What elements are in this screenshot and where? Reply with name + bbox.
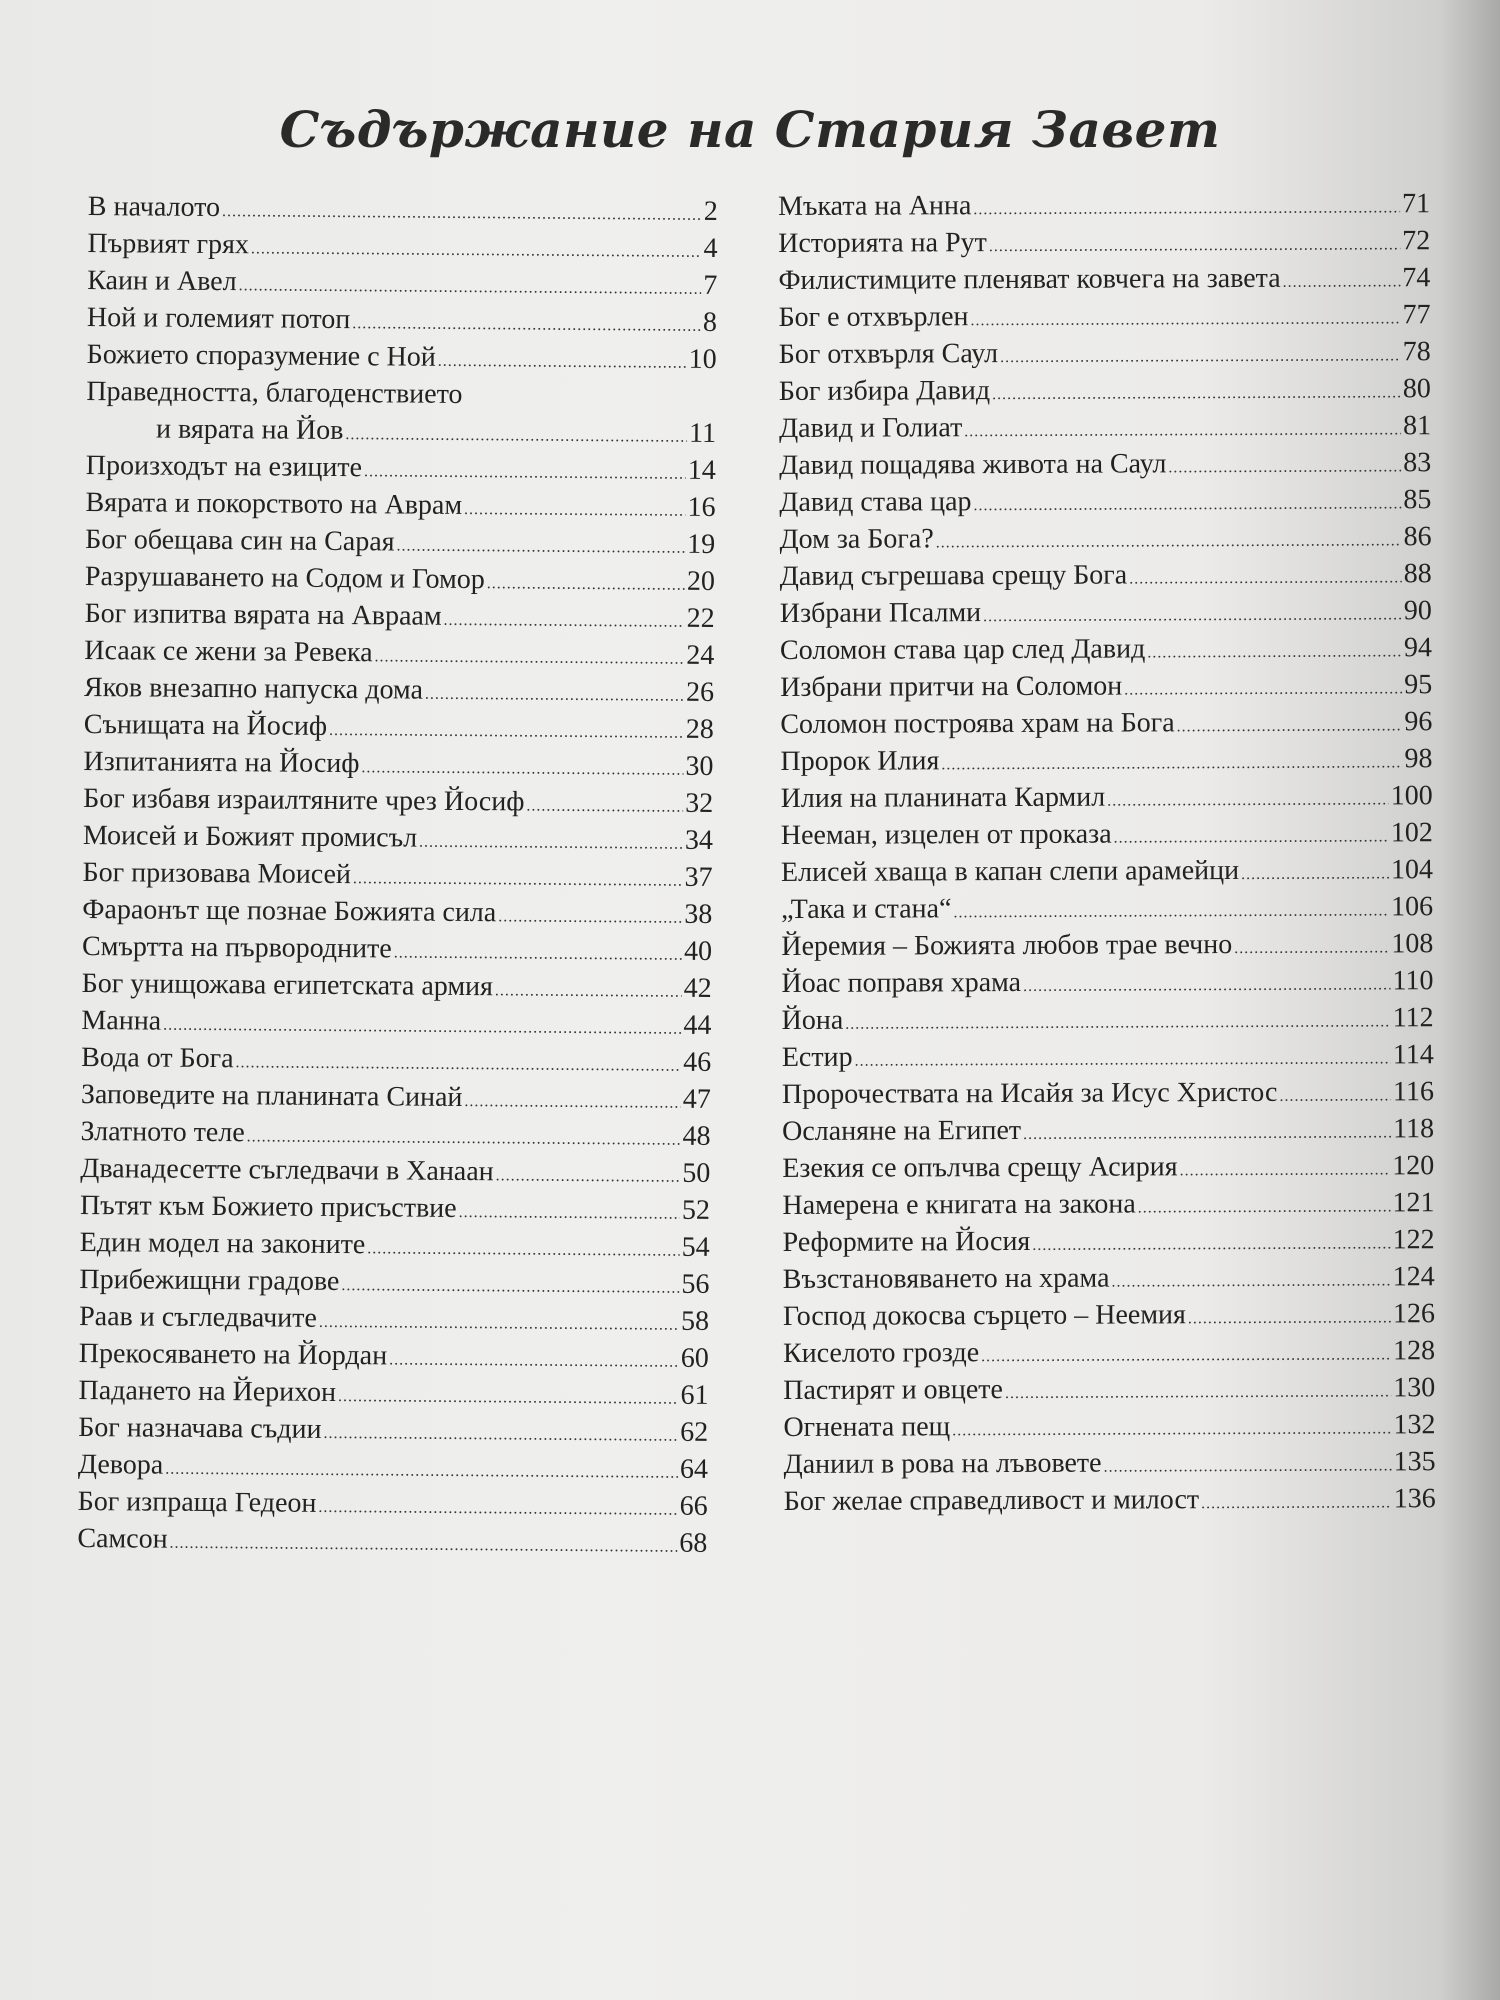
dot-leader [495, 972, 682, 1010]
toc-entry-page: 71 [1402, 188, 1431, 220]
toc-entry-page: 61 [680, 1379, 709, 1411]
toc-entry-title: Раав и съгледвачите [79, 1300, 318, 1334]
dot-leader [251, 230, 702, 271]
toc-entry [780, 740, 1432, 780]
toc-entry-page: 37 [684, 861, 713, 893]
toc-entry-title: Бог избавя израилтяните чрез Йосиф [83, 782, 525, 818]
dot-leader [163, 1007, 682, 1048]
dot-leader [964, 411, 1401, 450]
toc-entry-page: 135 [1393, 1446, 1436, 1478]
toc-entry-title: Намерена е книгата на закона [782, 1188, 1136, 1221]
toc-entry-title: Давид пощадява живота на Саул [779, 448, 1167, 481]
toc-entry-page: 81 [1402, 410, 1432, 442]
toc-entry [779, 518, 1431, 558]
toc-entry-page: 40 [683, 935, 713, 967]
toc-entry-page: 60 [680, 1342, 709, 1374]
toc-entry-title: Исаак се жени за Ревека [84, 634, 373, 669]
toc-entry-title: Девора [77, 1448, 164, 1481]
toc-entry-title: „Така и стана“ [781, 893, 952, 925]
toc-entry-title: Смъртта на първородните [81, 930, 392, 965]
toc-entry-page: 30 [685, 750, 714, 782]
toc-entry-page: 74 [1402, 262, 1431, 294]
toc-entry-title: Бог обещава син на Сарая [85, 523, 395, 558]
toc-entry-page: 124 [1392, 1261, 1435, 1293]
toc-entry-page: 14 [687, 454, 716, 486]
dot-leader [952, 1410, 1391, 1449]
toc-entry-title-line2: и вярата на Йов [155, 413, 344, 447]
dot-leader [389, 1341, 679, 1380]
toc-entry-title: Вярата и покорството на Аврам [85, 486, 463, 521]
toc-entry [782, 1184, 1434, 1224]
toc-entry [778, 296, 1430, 336]
toc-entry-page: 52 [681, 1194, 711, 1226]
toc-entry-title: Давид и Голиат [778, 412, 963, 444]
toc-entry [780, 703, 1432, 743]
toc-entry-page: 10 [688, 343, 717, 375]
toc-entry-page: 100 [1390, 780, 1433, 812]
toc-entry-page: 121 [1392, 1187, 1435, 1219]
toc-entry [781, 888, 1433, 928]
toc-entry-page: 108 [1391, 928, 1434, 960]
toc-entry-title: Даниил в рова на лъвовете [783, 1447, 1102, 1480]
toc-entry-title: Бог назначава съдии [78, 1411, 322, 1445]
toc-entry [780, 666, 1432, 706]
toc-entry-page: 66 [679, 1490, 708, 1522]
toc-entry-title: Давид съгрешава срещу Бога [779, 559, 1128, 592]
toc-entry-page: 50 [682, 1157, 711, 1189]
dot-leader [367, 1230, 680, 1269]
toc-entry-title: Самсон [77, 1522, 168, 1555]
toc-entry-title: Каин и Авел [87, 264, 237, 298]
dot-leader [1138, 1188, 1391, 1226]
dot-leader [1129, 559, 1402, 597]
toc-entry-page: 22 [686, 602, 715, 634]
toc-entry-page: 86 [1403, 521, 1432, 553]
dot-leader [941, 744, 1402, 783]
toc-entry-continuation [86, 410, 716, 452]
toc-entry-title: Естир [781, 1041, 853, 1073]
toc-entry-page: 136 [1393, 1483, 1436, 1515]
dot-leader [973, 485, 1401, 524]
dot-leader [981, 1336, 1391, 1375]
toc-entry-page: 95 [1404, 669, 1433, 701]
toc-entry [779, 407, 1431, 447]
dot-leader [1279, 1077, 1391, 1114]
toc-entry-page: 28 [685, 713, 714, 745]
toc-entry [778, 222, 1430, 262]
toc-entry [781, 925, 1433, 965]
dot-leader [1124, 670, 1402, 708]
toc-entry [780, 629, 1432, 669]
toc-entry-page: 78 [1402, 336, 1431, 368]
toc-entry-title: Нееман, изцелен от проказа [780, 818, 1112, 851]
toc-entry [784, 1480, 1436, 1520]
toc-entry [782, 999, 1434, 1039]
toc-entry-title: Разрушаването на Содом и Гомор [84, 560, 485, 596]
toc-entry-title: Яков внезапно напуска дома [83, 671, 424, 706]
toc-entry [781, 777, 1433, 817]
dot-leader [425, 676, 684, 715]
toc-entry-page: 16 [687, 491, 716, 523]
toc-entry-page: 38 [684, 898, 713, 930]
toc-entry-page: 72 [1402, 225, 1431, 257]
toc-entry-title: Огнената пещ [783, 1411, 951, 1443]
toc-entry-page: 118 [1393, 1113, 1435, 1145]
toc-entry-title: Заповедите на планината Синай [80, 1078, 463, 1113]
toc-entry-page: 122 [1392, 1224, 1435, 1256]
toc-entry-title: Дом за Бога? [779, 523, 934, 555]
dot-leader [1107, 781, 1389, 819]
toc-entry-title: Възстановяването на храма [782, 1262, 1110, 1295]
dot-leader [1005, 1373, 1391, 1412]
toc-entry-page: 20 [686, 565, 716, 597]
toc-entry-title: Пътят към Божието присъствие [79, 1189, 457, 1224]
dot-leader [1241, 855, 1389, 893]
toc-entry [782, 1073, 1434, 1113]
dot-leader [970, 300, 1400, 339]
dot-leader [1032, 1225, 1390, 1264]
toc-entry-page: 130 [1393, 1372, 1436, 1404]
toc-entry-page: 26 [685, 676, 715, 708]
dot-leader [419, 824, 683, 863]
toc-entry-page: 116 [1392, 1076, 1435, 1108]
toc-entry-page: 68 [679, 1527, 708, 1559]
toc-entry-title: Божието споразумение с Ной [86, 338, 436, 373]
toc-entry-page: 4 [703, 232, 718, 264]
dot-leader [1147, 633, 1402, 671]
dot-leader [1201, 1484, 1392, 1522]
toc-entry [782, 1147, 1434, 1187]
toc-entry-page: 54 [681, 1231, 710, 1263]
dot-leader [169, 1525, 677, 1566]
toc-entry-page: 102 [1390, 817, 1433, 849]
dot-leader [464, 491, 686, 530]
toc-entry-title: Прибежищни градове [79, 1263, 340, 1298]
toc-entry [783, 1295, 1435, 1335]
toc-entry [88, 188, 718, 230]
toc-entry [779, 481, 1431, 521]
toc-entry-title: Киселото грозде [783, 1337, 980, 1369]
toc-entry-page: 77 [1402, 299, 1431, 331]
toc-entry-page: 42 [683, 972, 712, 1004]
dot-leader [487, 565, 685, 604]
dot-leader [498, 898, 682, 936]
toc-entry-page: 80 [1402, 373, 1431, 405]
toc-entry [783, 1443, 1435, 1483]
dot-leader [1179, 1151, 1390, 1189]
toc-entry-page: 96 [1404, 706, 1433, 738]
dot-leader [1114, 818, 1389, 856]
dot-leader [458, 1194, 680, 1233]
toc-entry-title: Бог е отхвърлен [778, 301, 969, 333]
dot-leader [323, 1415, 678, 1455]
toc-entry [782, 1036, 1434, 1076]
toc-entry [781, 851, 1433, 891]
toc-entry-title: Бог унищожава египетската армия [81, 967, 494, 1003]
toc-entry-page: 7 [703, 269, 718, 301]
toc-entry-title: Елисей хваща в капан слепи арамейци [780, 854, 1240, 888]
toc-entry-title: Йоас поправя храма [781, 966, 1022, 999]
toc-entry-title: В началото [87, 190, 221, 224]
toc-entry-page: 56 [681, 1268, 710, 1300]
toc-entry-page: 85 [1403, 484, 1432, 516]
toc-entry [783, 1258, 1435, 1298]
dot-leader [1000, 337, 1401, 376]
toc-entry-page: 112 [1392, 1002, 1434, 1034]
toc-entry-page: 8 [702, 306, 718, 338]
toc-entry-title: Фараонът ще познае Божията сила [82, 893, 497, 929]
toc-entry-title: Соломон става цар след Давид [779, 633, 1146, 666]
dot-leader [1234, 929, 1389, 967]
toc-entry-page: 128 [1393, 1335, 1436, 1367]
dot-leader [443, 602, 684, 641]
toc-entry-page: 32 [685, 787, 714, 819]
toc-entry-page: 104 [1390, 854, 1434, 886]
toc-entry-title: Езекия се опълчва срещу Асирия [782, 1151, 1178, 1184]
dot-leader [329, 712, 684, 752]
toc-entry-page: 48 [682, 1120, 711, 1152]
dot-leader [1177, 707, 1403, 745]
page-title: Съдържание на Стария Завет [279, 100, 1221, 159]
toc-entry [781, 962, 1433, 1002]
toc-entry-title: Моисей и Божият промисъл [82, 819, 418, 854]
toc-entry-title: Бог призовава Моисей [82, 856, 352, 891]
toc-entry-page: 94 [1403, 632, 1433, 664]
toc-entry-title: Сънищата на Йосиф [83, 708, 328, 742]
toc-entry-title: Бог изпраща Гедеон [77, 1485, 317, 1519]
dot-leader [992, 374, 1401, 413]
toc-entry-page: 62 [680, 1416, 709, 1448]
toc-entry-title: Соломон построява храм на Бога [780, 707, 1175, 740]
toc-entry-title: Избрани притчи на Соломон [780, 670, 1123, 703]
dot-leader [1104, 1447, 1392, 1485]
toc-entry-title: Давид става цар [779, 486, 972, 518]
toc-entry-page: 19 [687, 528, 716, 560]
toc-entry [779, 333, 1431, 373]
toc-entry [781, 814, 1433, 854]
toc-entry-title: Вода от Бога [81, 1041, 234, 1075]
dot-leader [526, 787, 683, 825]
toc-entry-title: Пророчествата на Исайя за Исус Христос [781, 1076, 1278, 1110]
toc-entry-title: Праведността, благоденствието [86, 375, 463, 410]
toc-entry-page: 126 [1392, 1298, 1435, 1330]
dot-leader [845, 1003, 1391, 1042]
toc-entry-title: Реформите на Йосия [782, 1225, 1031, 1258]
dot-leader [1023, 966, 1391, 1005]
toc-entry-title: Филистимците пленяват ковчега на завета [778, 262, 1281, 296]
dot-leader [936, 522, 1402, 561]
toc-entry-title: Бог желае справедливост и милост [783, 1484, 1200, 1517]
toc-entry-page: 114 [1392, 1039, 1434, 1071]
dot-leader [222, 193, 702, 234]
toc-entry-title: Пастирят и овцете [783, 1374, 1004, 1406]
toc-entry-title: Изпитанията на Йосиф [83, 745, 360, 780]
toc-entry-page: 98 [1404, 743, 1433, 775]
toc-entry-page: 11 [689, 417, 717, 449]
toc-entry-title: Йона [781, 1004, 844, 1036]
toc-entry [779, 370, 1431, 410]
dot-leader [338, 1378, 679, 1418]
dot-leader [983, 596, 1402, 635]
toc-entry [780, 555, 1432, 595]
dot-leader [1283, 263, 1401, 301]
toc-entry [778, 185, 1430, 225]
toc-entry-title: Илия на планината Кармил [780, 781, 1106, 814]
toc-entry-title: Дванадесетте съгледвачи в Ханаан [80, 1152, 494, 1188]
toc-entry [783, 1406, 1435, 1446]
toc-entry-page: 110 [1392, 965, 1434, 997]
toc-entry-page: 90 [1403, 595, 1432, 627]
dot-leader [464, 1083, 681, 1122]
toc-entry [783, 1332, 1435, 1372]
toc-entry-page: 34 [684, 824, 714, 856]
toc-entry-page: 24 [686, 639, 715, 671]
dot-leader [973, 189, 1400, 228]
toc-entry [778, 259, 1430, 299]
toc-entry-page: 132 [1393, 1409, 1436, 1441]
dot-leader [1188, 1299, 1391, 1337]
toc-entry-page: 106 [1391, 891, 1434, 923]
dot-leader [1168, 448, 1401, 486]
toc-right-column [778, 185, 1436, 1520]
toc-entry-title: Ной и големият потоп [86, 301, 351, 336]
toc-entry-title: Произходът на езиците [85, 449, 363, 484]
toc-entry-title: Бог изпитва вярата на Авраам [84, 597, 442, 632]
toc-entry-title: Господ докосва сърцето – Неемия [782, 1299, 1186, 1332]
dot-leader [1023, 1114, 1391, 1153]
toc-entry-page: 83 [1403, 447, 1432, 479]
toc-entry [782, 1110, 1434, 1150]
toc-entry-title: Един модел на законите [79, 1226, 366, 1261]
toc-entry-title: Мъката на Анна [778, 190, 972, 222]
dot-leader [1111, 1262, 1390, 1300]
dot-leader [345, 416, 687, 456]
toc-left-column [77, 188, 718, 1562]
toc-entry [780, 592, 1432, 632]
toc-entry-title: Първият грях [87, 227, 250, 261]
toc-entry-page: 44 [683, 1009, 712, 1041]
toc-entry-title: Осланяне на Египет [782, 1114, 1022, 1147]
dot-leader [438, 343, 687, 382]
toc-entry-title: Златното теле [80, 1115, 245, 1149]
toc-entry [783, 1221, 1435, 1261]
toc-entry-page: 2 [703, 195, 718, 227]
toc-entry-page: 58 [680, 1305, 710, 1337]
toc-entry-title: Историята на Рут [778, 227, 987, 259]
toc-entry-page: 88 [1403, 558, 1432, 590]
toc-entry-title: Прекосяването на Йордан [78, 1337, 388, 1372]
toc-entry-title: Падането на Йерихон [78, 1374, 337, 1408]
toc-entry-title: Манна [81, 1004, 162, 1037]
toc-entry-page: 46 [683, 1046, 712, 1078]
dot-leader [341, 1267, 679, 1307]
toc-entry-title: Бог отхвърля Саул [778, 338, 999, 370]
toc-entry-page: 120 [1392, 1150, 1435, 1182]
toc-entry-title: Бог избира Давид [778, 375, 991, 407]
dot-leader [496, 1157, 681, 1195]
toc-entry [779, 444, 1431, 484]
toc-entry [783, 1369, 1435, 1409]
dot-leader [318, 1489, 677, 1529]
toc-entry-page: 47 [682, 1083, 711, 1115]
toc-entry-title: Пророк Илия [780, 745, 940, 777]
toc-entry-title: Йеремия – Божията любов трае вечно [781, 929, 1233, 962]
toc-entry-page: 64 [679, 1453, 709, 1485]
toc-entry-title: Избрани Псалми [779, 597, 982, 629]
